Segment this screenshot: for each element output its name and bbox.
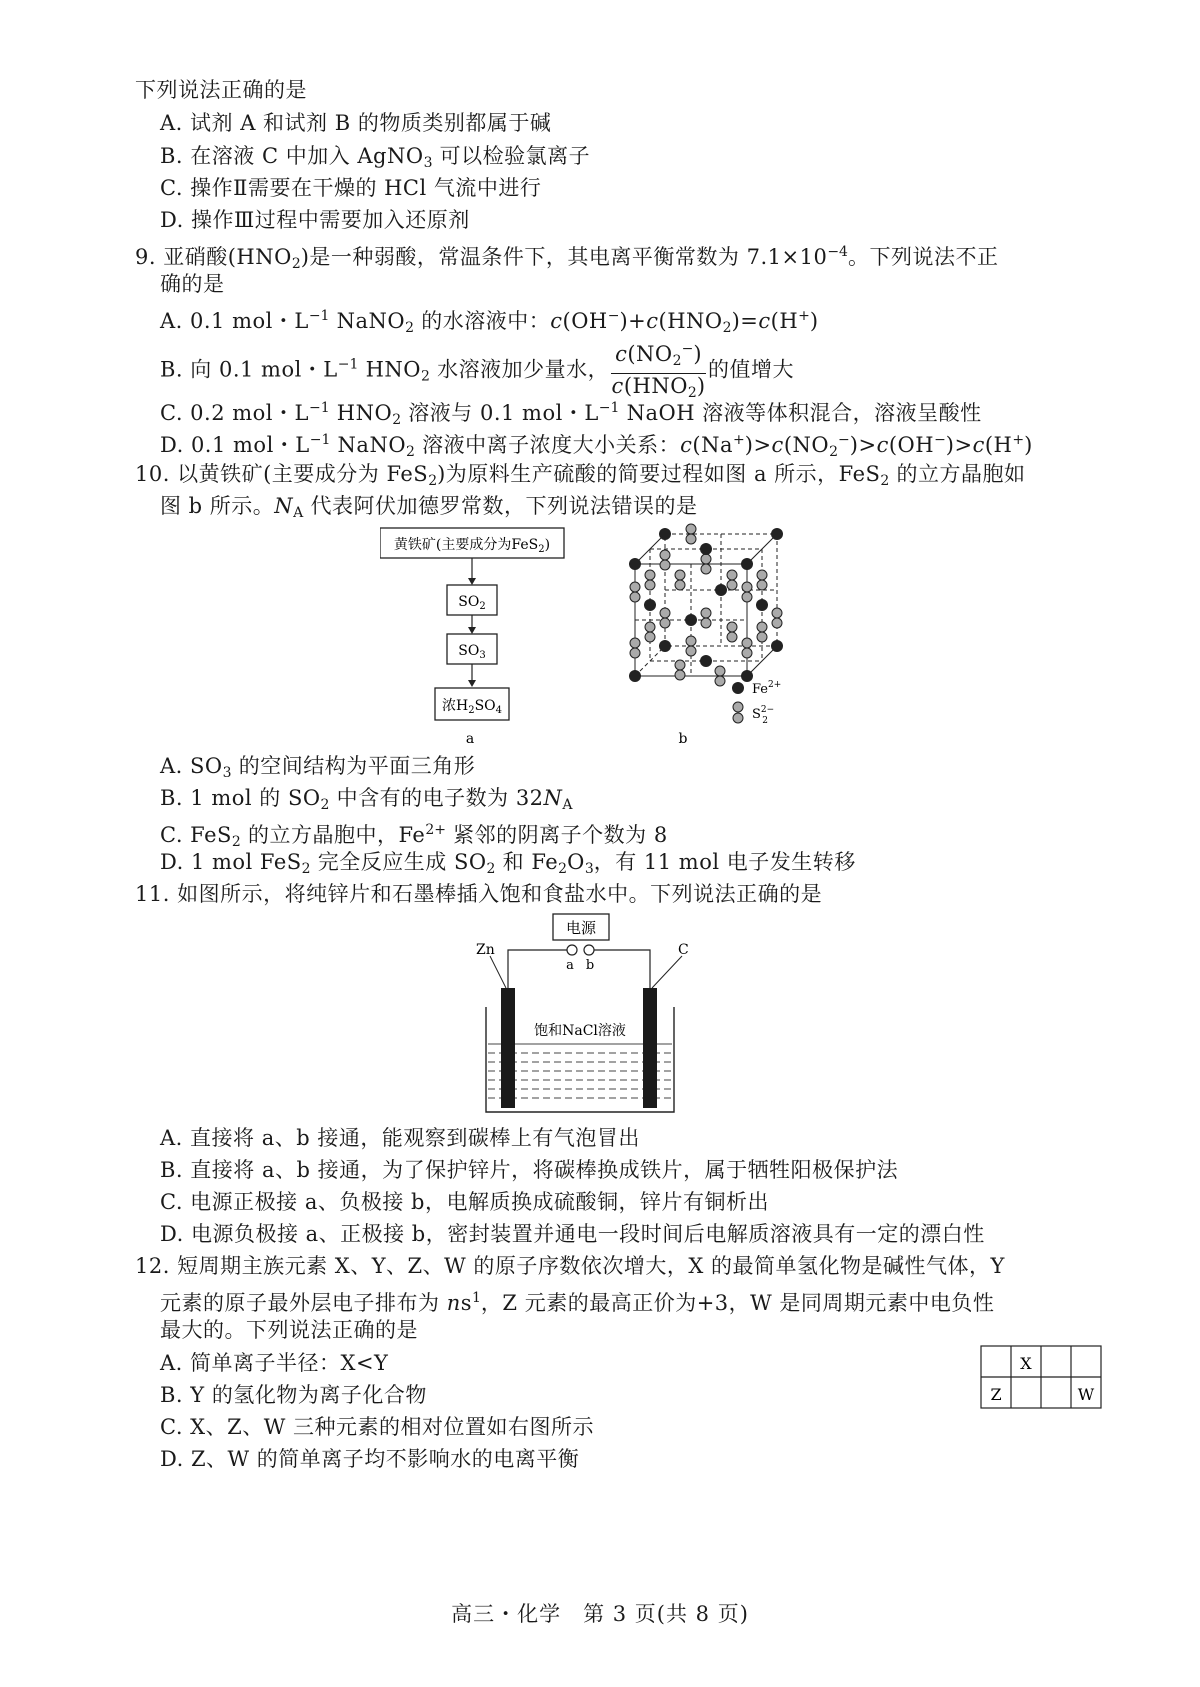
q12-stem-line2: 元素的原子最外层电子排布为 $ns^1$，Z 元素的最高正价为+3，W 是同周期元素中电负性	[160, 1290, 995, 1315]
fe-atom	[756, 599, 768, 611]
s2-atom	[772, 618, 782, 628]
flow-chart-a	[380, 528, 564, 747]
crystal-atoms	[629, 524, 783, 686]
q12-option-d: D. Z、W 的简单离子均不影响水的电离平衡	[160, 1447, 580, 1471]
s2-atom	[701, 608, 711, 618]
wire-left	[508, 950, 567, 990]
q10-stem-line1: 10. 以黄铁矿(主要成分为 FeS$_2$)为原料生产硫酸的简要过程如图 a 所示，FeS$_2$ 的立方晶胞如	[135, 462, 1026, 489]
q11-option-d: D. 电源负极接 a、正极接 b，密封装置并通电一段时间后电解质溶液具有一定的漂白性	[160, 1222, 985, 1246]
s2-atom	[645, 632, 655, 642]
q11-option-c: C. 电源正极接 a、负极接 b，电解质换成硫酸铜，锌片有铜析出	[160, 1190, 769, 1214]
s2-atom	[645, 580, 655, 590]
fe-atom	[771, 640, 783, 652]
zn-label: Zn	[476, 942, 495, 958]
legend-s-dot	[733, 702, 743, 712]
fe-atom	[659, 640, 671, 652]
s2-atom	[630, 592, 640, 602]
q10-option-a: A. $SO_3$ 的空间结构为平面三角形	[160, 754, 476, 781]
s2-atom	[772, 608, 782, 618]
terminal-b	[584, 945, 594, 955]
s2-atom	[645, 622, 655, 632]
q10-option-d: D. 1 mol FeS$_2$ 完全反应生成 $SO_2$ 和 $Fe_2O_3$，有 11 mol 电子发生转移	[160, 850, 856, 877]
label-b: b	[678, 731, 688, 747]
s2-atom	[742, 638, 752, 648]
fe-atom	[700, 543, 712, 555]
q8-option-c: C. 操作Ⅱ需要在干燥的 HCl 气流中进行	[160, 176, 542, 200]
q10-option-b: B. 1 mol 的 $SO_2$ 中含有的电子数为 $32N_A$	[160, 786, 573, 813]
s2-atom	[645, 570, 655, 580]
s2-atom	[675, 660, 685, 670]
s2-atom	[727, 632, 737, 642]
flow-arrow-3	[468, 680, 476, 687]
s2-atom	[701, 554, 711, 564]
fe-atom	[644, 599, 656, 611]
fe-atom	[629, 670, 641, 682]
s2-atom	[675, 580, 685, 590]
s2-atom	[660, 560, 670, 570]
q9-fraction: $\frac{c(NO_2^-)}{c(HNO_2)}$	[611, 337, 706, 405]
page-footer: 高三・化学 第 3 页(共 8 页)	[451, 1602, 749, 1626]
q9-stem-line1: 9. 亚硝酸$(HNO_2)$是一种弱酸，常温条件下，其电离平衡常数为 $7.1\times 10^{-4}$。下列说法不正	[135, 244, 999, 272]
q9-option-c: C. 0.2 mol・$L^{-1}$ $HNO_2$ 溶液与 0.1 mol・$L^{-1}$ NaOH 溶液等体积混合，溶液呈酸性	[160, 400, 982, 428]
svg-text:浓H2SO4: 浓$H_2SO_4$	[441, 698, 503, 716]
svg-text:S2−2: $S^{2-}$ 2	[752, 705, 775, 726]
s2-atom	[630, 582, 640, 592]
terminal-b-label: b	[585, 958, 595, 973]
s2-atom	[727, 580, 737, 590]
fe-atom	[741, 670, 753, 682]
s2-atom	[757, 622, 767, 632]
svg-text:SO2: $SO_2$	[458, 594, 486, 612]
wire-right	[594, 950, 650, 990]
q11-stem: 11. 如图所示，将纯锌片和石墨棒插入饱和食盐水中。下列说法正确的是	[135, 882, 823, 906]
svg-text:黄铁矿(主要成分为FeS2): 黄铁矿(主要成分为FeS$_2$)	[393, 537, 551, 555]
s2-atom	[715, 666, 725, 676]
q8-option-d: D. 操作Ⅲ过程中需要加入还原剂	[160, 208, 470, 232]
q8-option-b: B. 在溶液 C 中加入 AgNO$_3$ 可以检验氯离子	[160, 144, 591, 171]
q12-stem-line3: 最大的。下列说法正确的是	[160, 1318, 418, 1342]
q12-option-c: C. X、Z、W 三种元素的相对位置如右图所示	[160, 1415, 594, 1439]
q9-option-d: D. 0.1 mol・$L^{-1}$ NaNO$_2$ 溶液中离子浓度大小关系：$c(Na^+)>c(NO_2^-)>c(OH^-)>c(H^+)$	[160, 432, 1033, 460]
q9-option-a: A. 0.1 mol・$L^{-1}$ NaNO$_2$ 的水溶液中：$c(OH^-)+c(HNO_2)=c(H^+)$	[160, 308, 819, 336]
q9-option-b: B. 向 0.1 mol・$L^{-1}$ $HNO_2$ 水溶液加少量水， $\frac{c(NO_2^-)}{c(HNO_2)}$ 的值增大	[160, 337, 794, 405]
q12-option-a: A. 简单离子半径：X<Y	[160, 1351, 389, 1375]
grid-z: Z	[990, 1385, 1002, 1404]
s2-atom	[701, 618, 711, 628]
q12-stem-line1: 12. 短周期主族元素 X、Y、Z、W 的原子序数依次增大，X 的最简单氢化物是碱性气体，Y	[135, 1254, 1005, 1278]
fe-atom	[700, 655, 712, 667]
s2-atom	[742, 648, 752, 658]
q8-stem: 下列说法正确的是	[135, 78, 307, 102]
terminal-a-label: a	[566, 958, 574, 973]
q10-figures	[380, 520, 810, 750]
fe-atom	[685, 614, 697, 626]
fe-atom	[715, 584, 727, 596]
fe-atom	[659, 528, 671, 540]
carbon-electrode	[643, 988, 657, 1108]
s2-atom	[660, 550, 670, 560]
q12-periodic-grid	[980, 1345, 1104, 1411]
s2-atom	[701, 564, 711, 574]
s2-atom	[675, 670, 685, 680]
s2-atom	[757, 580, 767, 590]
q10-stem-line2: 图 b 所示。$N_A$ 代表阿伏加德罗常数，下列说法错误的是	[160, 494, 698, 521]
grid-x: X	[1020, 1354, 1032, 1373]
s2-atom	[686, 524, 696, 534]
c-label: C	[678, 942, 689, 958]
q11-option-a: A. 直接将 a、b 接通，能观察到碳棒上有气泡冒出	[160, 1126, 640, 1150]
flow-arrow-2	[468, 627, 476, 634]
s2-atom	[660, 618, 670, 628]
s2-atom	[686, 646, 696, 656]
s2-atom	[742, 592, 752, 602]
q12-option-b: B. Y 的氢化物为离子化合物	[160, 1383, 427, 1407]
legend-fe-dot	[732, 682, 744, 694]
q11-option-b: B. 直接将 a、b 接通，为了保护锌片，将碳棒换成铁片，属于牺牲阳极保护法	[160, 1158, 899, 1182]
crystal-legend	[679, 680, 782, 747]
q10-option-c: C. FeS$_2$ 的立方晶胞中，$Fe^{2+}$ 紧邻的阴离子个数为 8	[160, 822, 668, 850]
s2-atom	[757, 632, 767, 642]
power-label: 电源	[565, 919, 597, 937]
zinc-electrode	[501, 988, 515, 1108]
s2-atom	[630, 648, 640, 658]
s2-atom	[742, 582, 752, 592]
terminal-a	[567, 945, 577, 955]
svg-text:Fe2+: $Fe^{2+}$	[752, 680, 782, 697]
s2-atom	[727, 622, 737, 632]
s2-atom	[715, 676, 725, 686]
label-a: a	[465, 731, 475, 747]
fe-atom	[771, 528, 783, 540]
solution-label: 饱和NaCl溶液	[534, 1023, 626, 1039]
fe-atom	[629, 558, 641, 570]
s2-atom	[660, 608, 670, 618]
s2-atom	[686, 636, 696, 646]
s2-atom	[630, 638, 640, 648]
s2-atom	[727, 570, 737, 580]
q8-option-a: A. 试剂 A 和试剂 B 的物质类别都属于碱	[160, 111, 552, 135]
s2-atom	[757, 570, 767, 580]
q9-stem-line2: 确的是	[160, 272, 225, 296]
svg-text:SO3: $SO_3$	[458, 643, 486, 661]
s2-atom	[686, 534, 696, 544]
fe-atom	[741, 558, 753, 570]
q11-electrolysis-figure	[460, 912, 700, 1122]
s2-atom	[675, 570, 685, 580]
flow-arrow-1	[468, 578, 476, 585]
grid-w: W	[1077, 1385, 1095, 1404]
